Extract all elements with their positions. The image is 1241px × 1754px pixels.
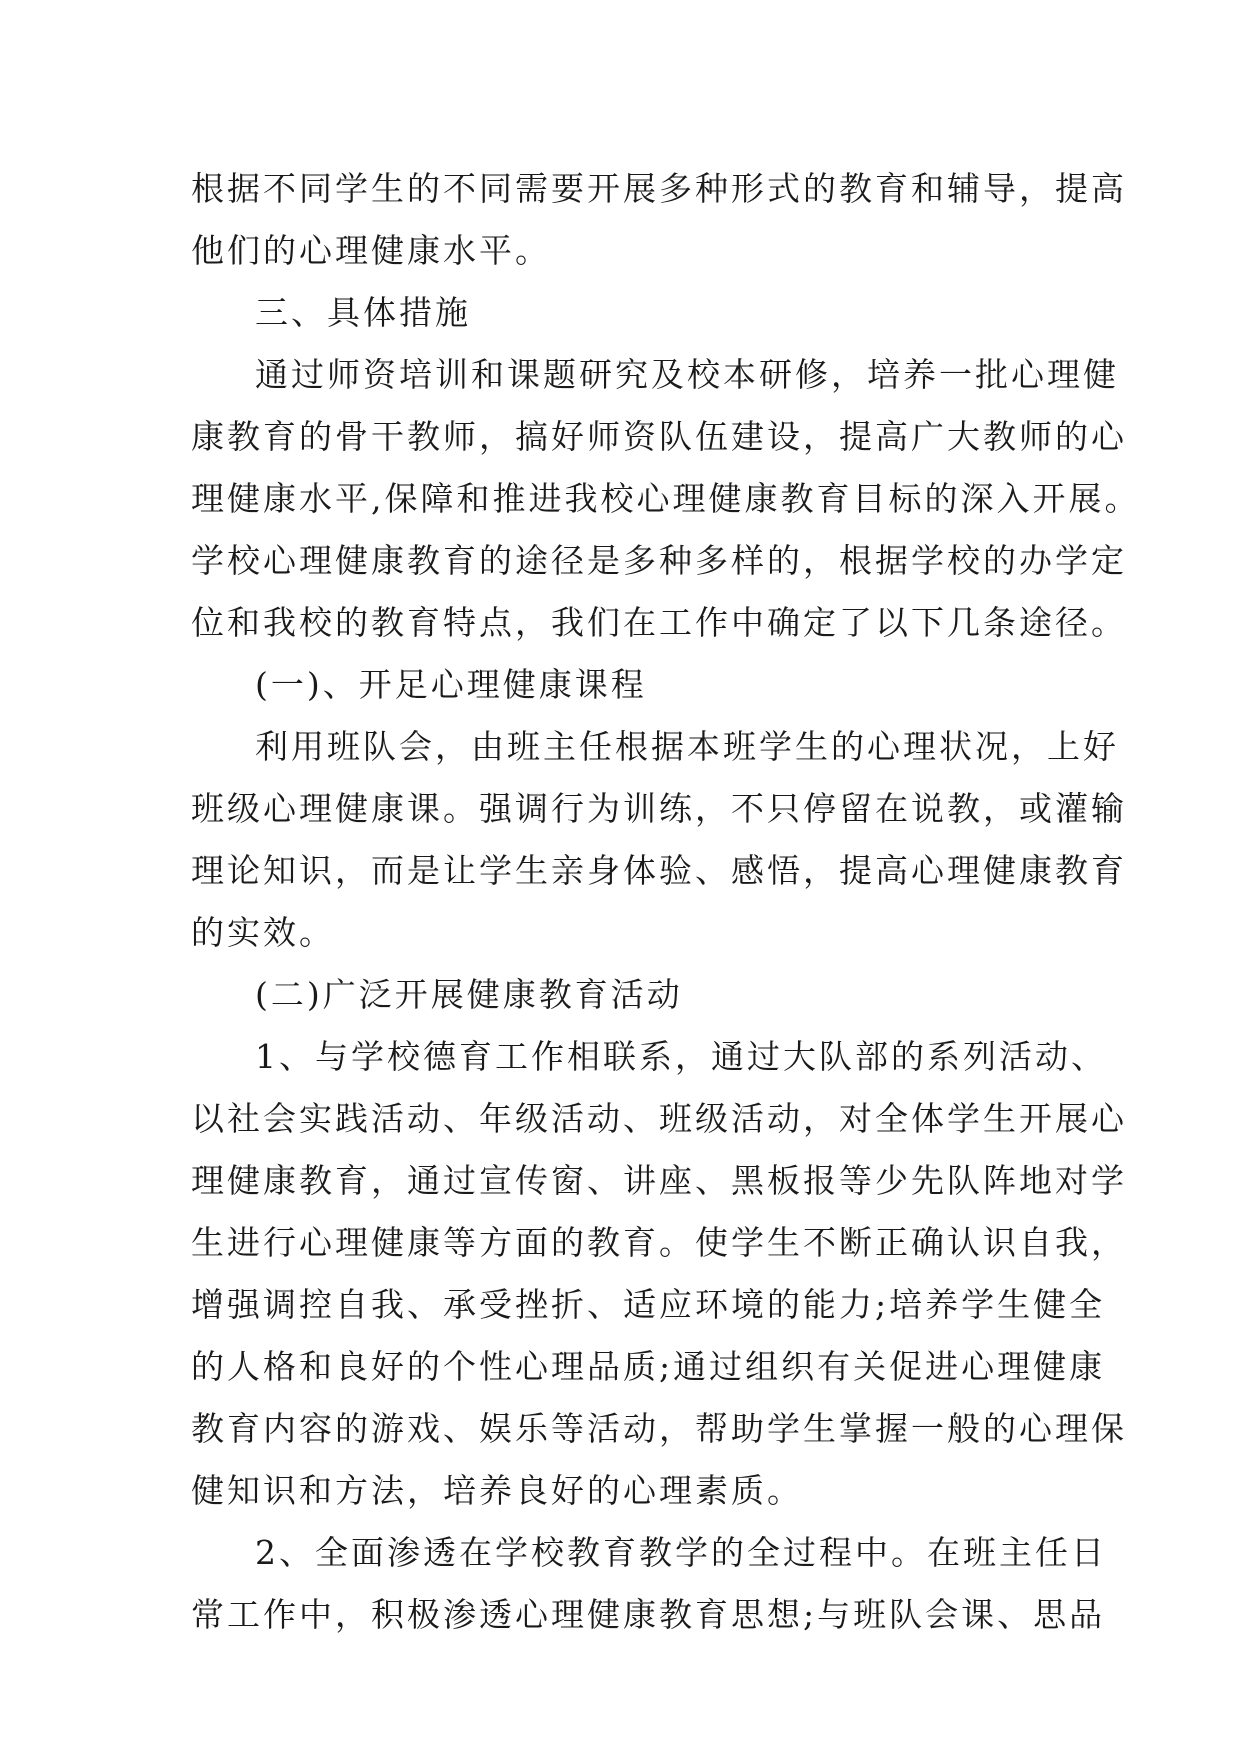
section-heading: 三、具体措施 <box>255 293 471 332</box>
text-line: 位和我校的教育特点，我们在工作中确定了以下几条途径。 <box>191 603 1127 642</box>
text-line: 生进行心理健康等方面的教育。使学生不断正确认识自我， <box>191 1223 1127 1262</box>
text-line: 常工作中，积极渗透心理健康教育思想;与班队会课、思品 <box>191 1595 1106 1634</box>
text-line: 1、与学校德育工作相联系，通过大队部的系列活动、 <box>255 1037 1107 1076</box>
text-line: 根据不同学生的不同需要开展多种形式的教育和辅导，提高 <box>191 169 1127 208</box>
text-line: 康教育的骨干教师，搞好师资队伍建设，提高广大教师的心 <box>191 417 1127 456</box>
text-line: 利用班队会，由班主任根据本班学生的心理状况，上好 <box>255 727 1119 766</box>
text-line: 理健康水平,保障和推进我校心理健康教育目标的深入开展。 <box>191 479 1141 518</box>
subsection-heading: (二)广泛开展健康教育活动 <box>255 975 683 1014</box>
text-line: 班级心理健康课。强调行为训练，不只停留在说教，或灌输 <box>191 789 1127 828</box>
text-line: 的实效。 <box>191 913 335 952</box>
document-body <box>191 158 1141 1646</box>
text-line: 以社会实践活动、年级活动、班级活动，对全体学生开展心 <box>191 1099 1127 1138</box>
text-line: 教育内容的游戏、娱乐等活动，帮助学生掌握一般的心理保 <box>191 1409 1127 1448</box>
text-line: 健知识和方法，培养良好的心理素质。 <box>191 1471 803 1510</box>
text-line: 理论知识，而是让学生亲身体验、感悟，提高心理健康教育 <box>191 851 1127 890</box>
text-line: 增强调控自我、承受挫折、适应环境的能力;培养学生健全 <box>191 1285 1106 1324</box>
text-line: 通过师资培训和课题研究及校本研修，培养一批心理健 <box>255 355 1119 394</box>
subsection-heading: (一)、开足心理健康课程 <box>255 665 647 704</box>
text-line: 2、全面渗透在学校教育教学的全过程中。在班主任日 <box>255 1533 1107 1572</box>
text-line: 学校心理健康教育的途径是多种多样的，根据学校的办学定 <box>191 541 1127 580</box>
text-line: 理健康教育，通过宣传窗、讲座、黑板报等少先队阵地对学 <box>191 1161 1127 1200</box>
text-line: 他们的心理健康水平。 <box>191 231 551 270</box>
text-line: 的人格和良好的个性心理品质;通过组织有关促进心理健康 <box>191 1347 1106 1386</box>
